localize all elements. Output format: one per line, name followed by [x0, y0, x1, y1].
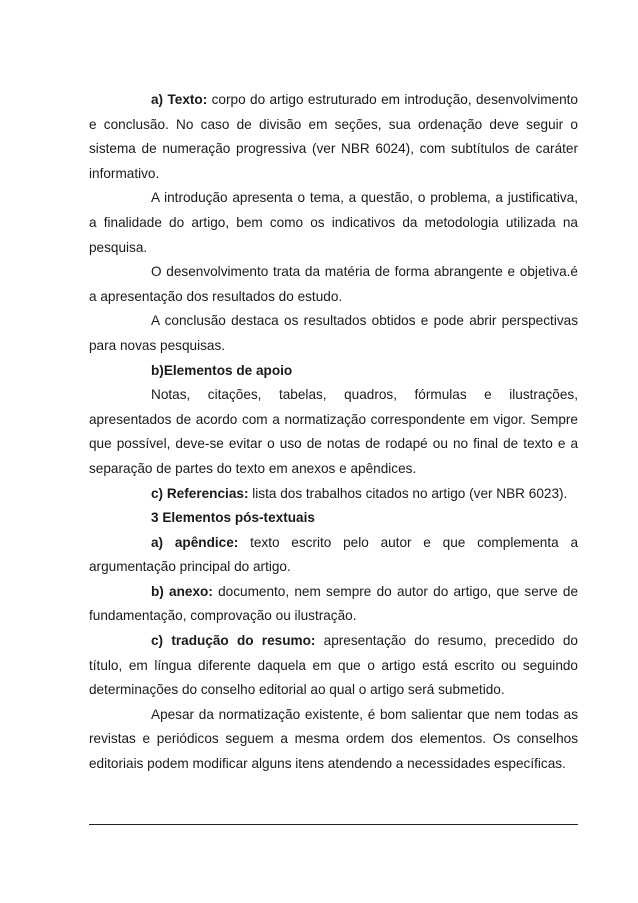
paragraph-apendice	[89, 531, 578, 580]
paragraph-texto	[89, 88, 578, 186]
text-apendice: texto escrito pelo autor e que complementa a argumentação principal do artigo.	[89, 534, 578, 575]
label-apendice: a) apêndice:	[151, 534, 239, 550]
label-anexo: b) anexo:	[151, 583, 213, 599]
paragraph-apesar: Apesar da normatização existente, é bom salientar que nem todas as revistas e periódicos seguem a mesma ordem dos elementos. Os conselhos editoriais podem modificar alguns itens atendendo a necessidades específicas.	[89, 706, 578, 772]
paragraph-traducao	[89, 629, 578, 703]
label-texto: a) Texto:	[151, 92, 208, 107]
heading-pos-textuais: 3 Elementos pós-textuais	[151, 510, 315, 526]
text-anexo: documento, nem sempre do autor do artigo, que serve de fundamentação, comprovação ou ilustração.	[89, 583, 579, 624]
text-texto: corpo do artigo estruturado em introdução, desenvolvimento e conclusão. No caso de divisão em seções, sua ordenação deve seguir o sistema de numeração progressiva (ver NBR 6024), com subtítulos de caráter informativo.	[89, 92, 578, 181]
paragraph-referencias	[89, 482, 578, 507]
label-referencias: c) Referencias:	[151, 485, 249, 501]
paragraph-notas: Notas, citações, tabelas, quadros, fórmulas e ilustrações, apresentados de acordo com a normatização correspondente em vigor. Sempre que possível, deve-se evitar o uso de notas de rodapé ou no final de texto e a separação de partes do texto em anexos e apêndices.	[89, 387, 578, 476]
paragraph-introducao: A introdução apresenta o tema, a questão, o problema, a justificativa, a finalidade do artigo, bem como os indicativos da metodologia utilizada na pesquisa.	[89, 190, 578, 255]
heading-elementos-apoio: b)Elementos de apoio	[151, 362, 293, 378]
label-traducao: c) tradução do resumo:	[151, 633, 316, 649]
text-referencias: lista dos trabalhos citados no artigo (ver NBR 6023).	[248, 485, 568, 501]
paragraph-conclusao: A conclusão destaca os resultados obtidos e pode abrir perspectivas para novas pesquisas.	[89, 313, 578, 353]
paragraph-desenvolvimento: O desenvolvimento trata da matéria de forma abrangente e objetiva.é a apresentação dos resultados do estudo.	[89, 264, 578, 304]
document-body	[89, 88, 578, 777]
footer-rule	[89, 824, 578, 825]
text-traducao: apresentação do resumo, precedido do título, em língua diferente daquela em que o artigo está escrito ou seguindo determinações do conselho editorial ao qual o artigo será submetido.	[89, 633, 578, 698]
paragraph-anexo	[89, 580, 578, 629]
